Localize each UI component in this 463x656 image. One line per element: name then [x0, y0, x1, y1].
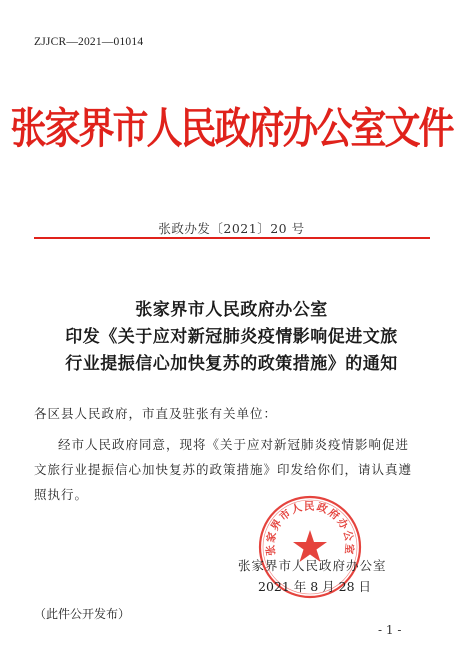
issue-date: 2021 年 8 月 28 日 [258, 579, 372, 594]
document-number: 张政办发〔2021〕20 号 [158, 221, 305, 236]
body-paragraph-line-1: 经市人民政府同意，现将《关于应对新冠肺炎疫情影响促进 [58, 437, 410, 452]
notice-title-line-2: 印发《关于应对新冠肺炎疫情影响促进文旅 [65, 327, 398, 347]
issuer-name: 张家界市人民政府办公室 [238, 558, 387, 573]
salutation: 各区县人民政府，市直及驻张有关单位： [34, 406, 278, 421]
svg-text:张家界市人民政府办公室: 张家界市人民政府办公室 [264, 500, 356, 557]
red-divider-line [34, 237, 430, 239]
masthead-title: 张家界市人民政府办公室文件 [10, 104, 453, 154]
body-paragraph-line-3: 照执行。 [34, 487, 89, 502]
publication-note: （此件公开发布） [34, 607, 131, 621]
notice-title-line-3: 行业提振信心加快复苏的政策措施》的通知 [65, 354, 398, 374]
notice-title-line-1: 张家界市人民政府办公室 [135, 300, 328, 320]
page-number: - 1 - [378, 623, 402, 637]
document-code: ZJJCR—2021—01014 [34, 36, 144, 48]
body-paragraph-line-2: 文旅行业提振信心加快复苏的政策措施》印发给你们，请认真遵 [34, 462, 413, 477]
